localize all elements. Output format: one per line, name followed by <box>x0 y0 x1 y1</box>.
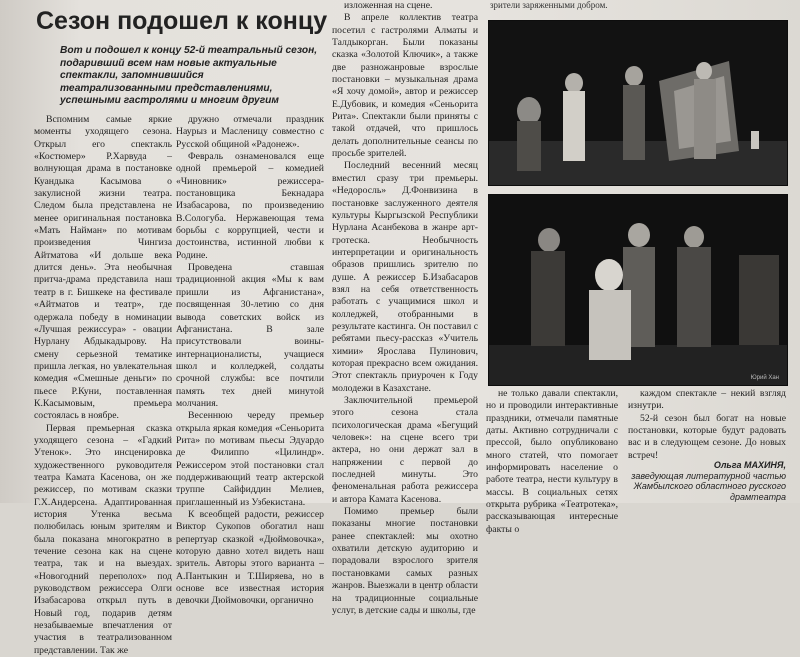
paragraph: Вспомним самые яркие моменты уходящего сезона. Открыл его спектакль «Костюмер» Р.Харвуда – волнующая драма в постановке Куандыка Касымова о закулисной жизни театра. Следом была представлена не менее оригинальная постановка «Мать Найман» по мотивам произведения Чингиза Айтматова «И дольше века длится день». Эта необычная притча-драма представила наш театр в г. Бишкеке на фестивале «Айтматов и театр», где одержала победу в номинации «Лучшая режиссура» - овации Нурлану Абдыкадырову. На смену серьезной тематике пришла легкая, но увлекательная комедия «Смешные деньги» по пьесе Р.Куни, поставленная К.Касымовым, премьера состоялась в ноябре. <box>34 114 172 422</box>
photo-credit: Юрий Хан <box>750 375 779 381</box>
author-role: заведующая литературной частью Жамбылского областного русского драмтеатра <box>631 470 786 502</box>
paragraph: Заключительной премьерой этого сезона стала психологическая драма «Бегущий человек»: на сцене всего три актера, но они держат зал в напряжении с первой до последней минуты. Это феноменальная работа режиссера и автора Камата Касенова. <box>332 395 478 505</box>
author-name: Ольга МАХИНЯ, <box>713 460 786 470</box>
article-column-4 <box>486 388 618 535</box>
paragraph: каждом спектакле – некий взгляд изнутри. <box>628 388 786 412</box>
paragraph: Помимо премьер были показаны многие постановки ранее спектаклей: мы охотно охватили детскую аудиторию и порадовали взрослого зрителя постановками самых разных жанров. Выезжали в центр области на традиционные социальные услуг, в детские сады и школы, где <box>332 506 478 616</box>
stage-scene-illustration <box>489 21 787 185</box>
stage-scene-illustration <box>489 195 787 385</box>
paragraph: не только давали спектакли, но и проводили интерактивные праздники, отмечали памятные даты. Активно сотрудничали с прессой, было опубликовано много статей, что помогает информировать население о работе театра, нести культуру в массы. В социальных сетях открыта рубрика «Театротека», рассказывающая интересные факты о <box>486 388 618 535</box>
article-column-2 <box>176 114 324 607</box>
previous-article-tail: зрители заряженными добром. <box>490 0 608 10</box>
paragraph: Последний весенний месяц вместил сразу три премьеры. «Недоросль» Д.Фонвизина в постановке заслуженного деятеля культуры Кыргызской Республики Нурлана Асанбекова в жанре арт-гротеска. Необычность интерпретации и оригинальность образов пришлись зрителю по душе. А режиссер Б.Изабасаров взял на себя ответственность работать с учащимися школ и колледжей, отобранными в результате кастинга. Он поставил с ребятами пьесу-рассказ «Учитель химии» Ярослава Пулинович, которая прекрасно всем ожидания. Этот спектакль приурочен к Году молодежи в Казахстане. <box>332 160 478 394</box>
article-column-3 <box>332 0 478 616</box>
stage-photo-bottom <box>488 194 788 386</box>
article-column-5 <box>628 388 786 461</box>
paragraph: Первая премьерная сказка уходящего сезона – «Гадкий Утенок». Это инсценировка художественного руководителя театра Камата Касенова, он же режиссер, по мотивам сказки Г.Х.Андерсена. Адаптированная история Утенка весьма полюбилась юным зрителям и была показана многократно в течение сезона как на сцене театра, так и на выездах. «Новогодний переполох» под руководством режиссера Олги Изабасарова открыл путь в Новый год, подарив детям незабываемые впечатления от участия в театрализованном представлении. Так же <box>34 422 172 656</box>
paragraph: В апреле коллектив театра посетил с гастролями Алматы и Талдыкорган. Были показаны сказка «Золотой Ключик», а также две разножанровые взрослые постановки – музыкальная драма «Я хочу домой», автор и режиссер Е.Дубовик, и комедия «Сеньорита Рита». Спектакли были приняты с такой отдачей, что пришлось делать дополнительные сеансы по просьбе зрителей. <box>332 12 478 160</box>
paragraph: изложенная на сцене. <box>344 0 433 11</box>
paragraph: Февраль ознаменовался еще одной премьерой – комедией «Чиновник» режиссера-постановщика Бекнадара Изабасарова, по произведению В.Сологуба. Нержавеющая тема борьбы с коррупцией, чести и достоинства, истинной любви к Родине. <box>176 151 324 261</box>
paragraph: Весеннюю череду премьер открыла яркая комедия «Сеньорита Рита» по мотивам пьесы Эдуардо де Филиппо «Цилиндр». Режиссером этой постановки стал поддерживающий театр актерской труппе Сайфиддин Мелиев, приглашенный из Узбекистана. <box>176 410 324 508</box>
paragraph: Проведена ставшая традиционной акция «Мы к вам пришли из Афганистана», посвященная 30-летию со дня вывода советских войск из Афганистана. В зале присутствовали воины-интернационалисты, учащиеся школ и колледжей, солдаты срочной службы: все почтили память тех дней минутой молчания. <box>176 262 324 409</box>
author-signature <box>628 460 786 503</box>
article-headline: Сезон подошел к концу <box>36 7 328 35</box>
stage-photo-top <box>488 20 788 186</box>
paragraph: 52-й сезон был богат на новые постановки, которые будут радовать вас и в следующем сезоне. До новых встреч! <box>628 412 786 461</box>
article-column-1 <box>34 114 172 656</box>
article-lead: Вот и подошел к концу 52-й театральный сезон, подаривший всем нам новые актуальные спектакли, запомнившийся театрализованными представлениями, успешными гастролями и многим другим <box>60 45 318 107</box>
paragraph: дружно отмечали праздник Наурыз и Масленицу совместно с Русской общиной «Радонеж». <box>176 114 324 150</box>
paragraph: К всеобщей радости, режиссер Виктор Сукопов обогатил наш репертуар сказкой «Дюймовочка», которую давно хотел видеть наш зритель. Авторы этого варианта – А.Пантыкин и Т.Ширяева, но в основе все известная история девочки Дюймовочки, органично <box>176 509 324 607</box>
